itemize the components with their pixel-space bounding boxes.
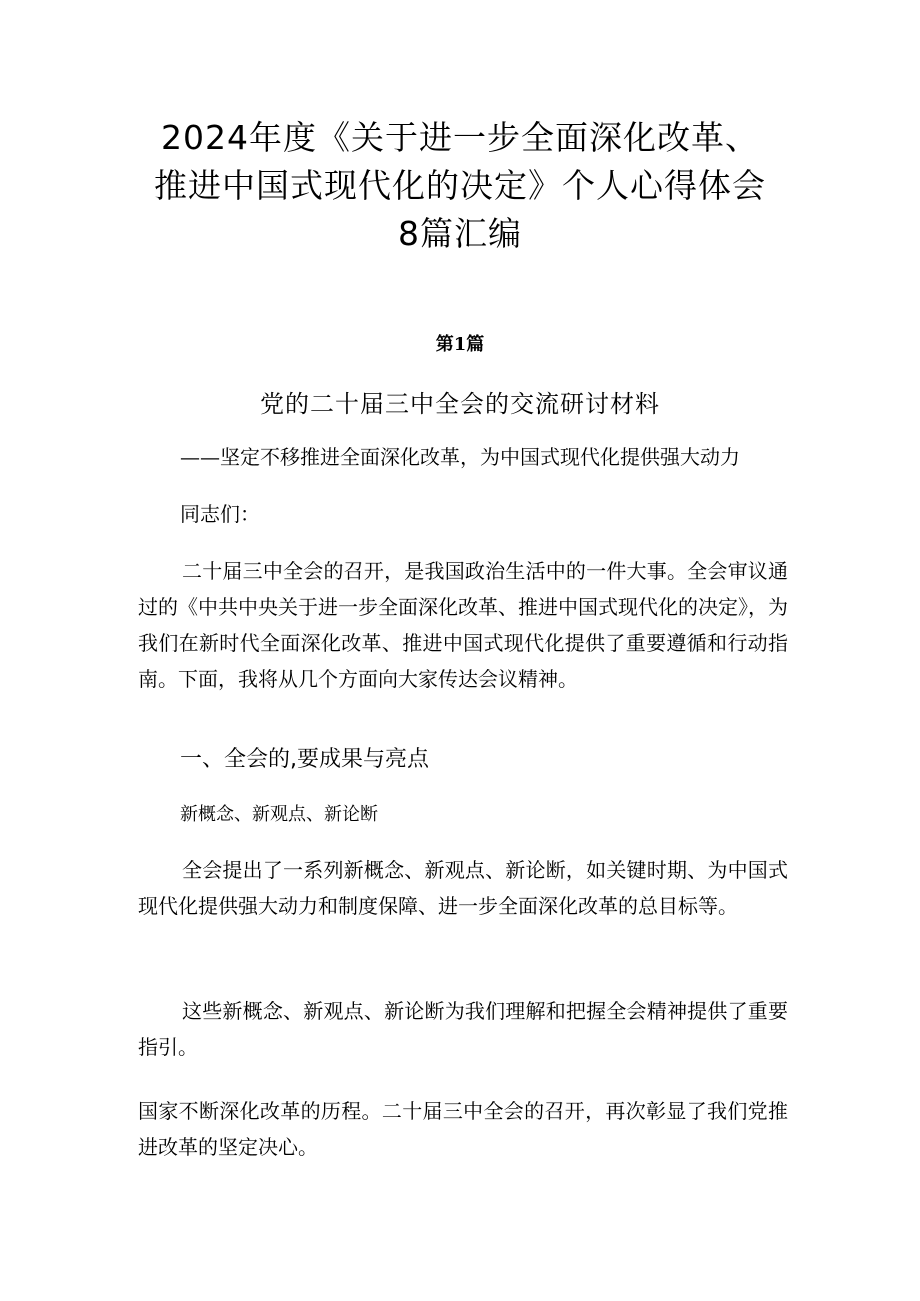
paragraph: 这些新概念、新观点、新论断为我们理解和把握全会精神提供了重要指引。 xyxy=(138,999,788,1059)
section-heading: 一、全会的,要成果与亮点 xyxy=(180,747,429,772)
part-number: 第1篇 xyxy=(435,334,485,355)
article-theme: ——坚定不移推进全面深化改革，为中国式现代化提供强大动力 xyxy=(180,445,740,469)
article-subtitle: 党的二十届三中全会的交流研讨材料 xyxy=(260,390,660,418)
paragraph: 二十届三中全会的召开，是我国政治生活中的一件大事。全会审议通过的《中共中央关于进一步全面深化改革、推进中国式现代化的决定》，为我们在新时代全面深化改革、推进中国式现代化提供了重要遵循和行动指南。下面，我将从几个方面向大家传达会议精神。 xyxy=(138,559,788,691)
greeting: 同志们： xyxy=(180,502,260,526)
document-title: 2024年度《关于进一步全面深化改革、推进中国式现代化的决定》个人心得体会8篇汇编 xyxy=(154,118,766,253)
section-subheading: 新概念、新观点、新论断 xyxy=(180,804,378,825)
paragraph: 全会提出了一系列新概念、新观点、新论断，如关键时期、为中国式现代化提供强大动力和制度保障、进一步全面深化改革的总目标等。 xyxy=(138,858,788,918)
paragraph: 国家不断深化改革的历程。二十届三中全会的召开，再次彰显了我们党推进改革的坚定决心。 xyxy=(138,1099,788,1159)
